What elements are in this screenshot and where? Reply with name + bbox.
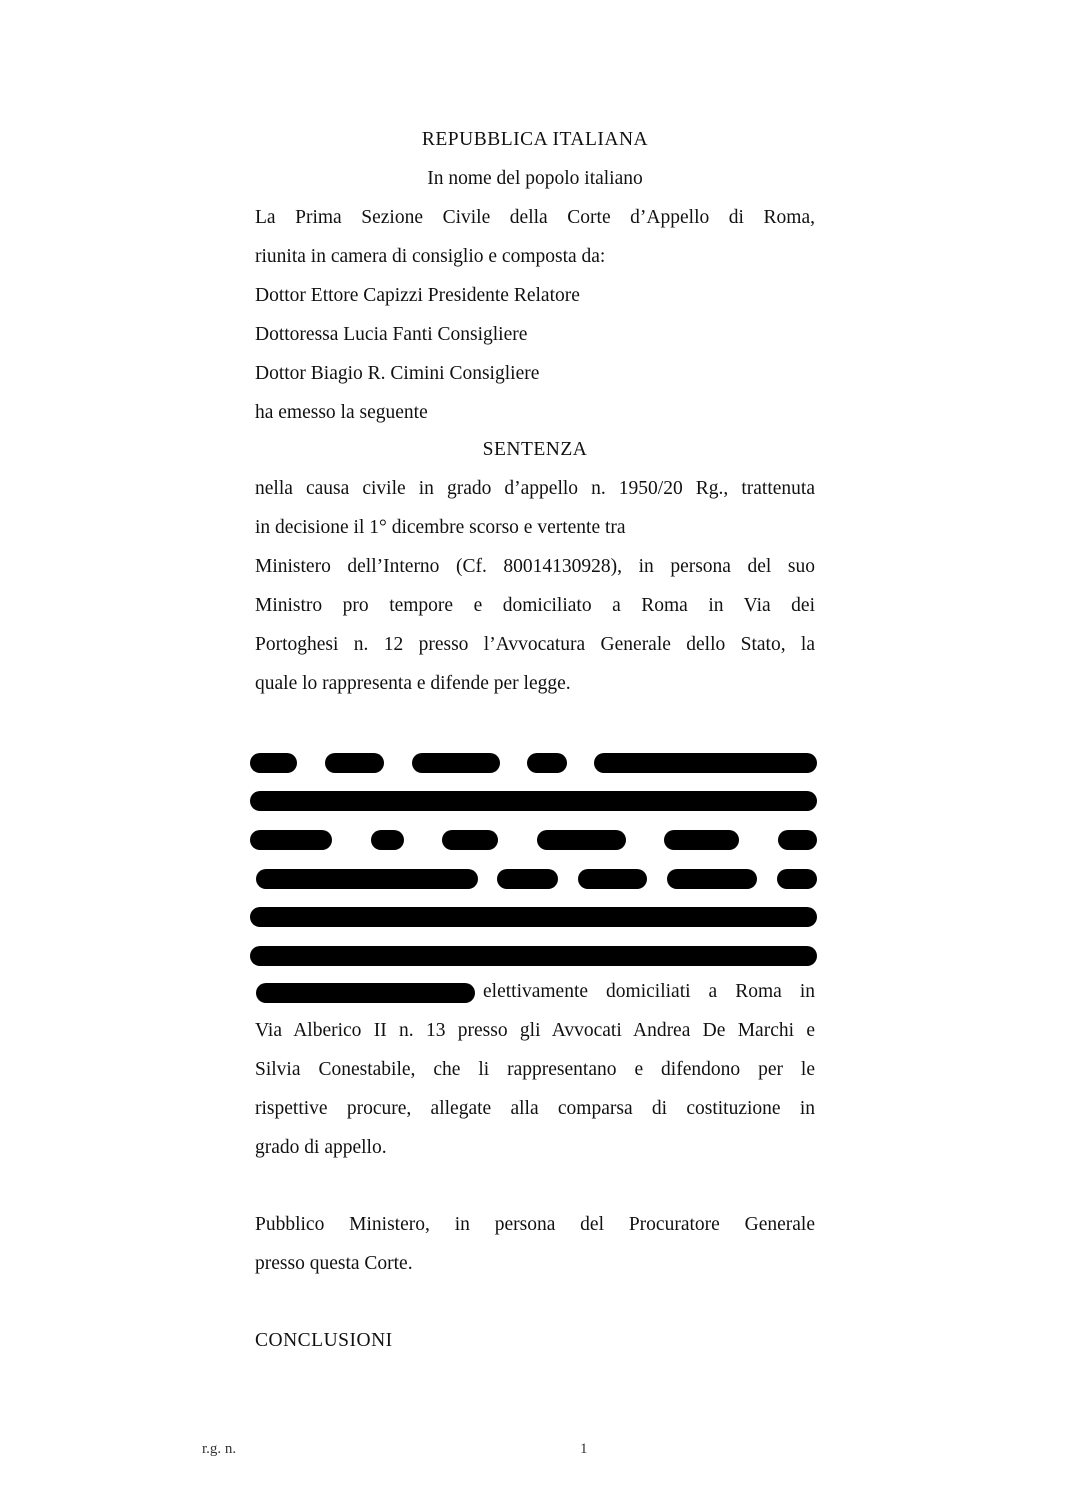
case-line: in decisione il 1° dicembre scorso e vertente tra xyxy=(255,517,626,538)
intro-line: Dottor Biagio R. Cimini Consigliere xyxy=(255,363,540,384)
counterparty-line: Via Alberico II n. 13 presso gli Avvocati Andrea De Marchi e xyxy=(255,1020,815,1041)
redaction-bar xyxy=(256,869,478,889)
intro-line: Dottor Ettore Capizzi Presidente Relatore xyxy=(255,285,580,306)
redaction-bar xyxy=(250,791,817,811)
counterparty-line: grado di appello. xyxy=(255,1137,387,1158)
redaction-bar xyxy=(325,753,384,773)
case-line: nella causa civile in grado d’appello n. 1950/20 Rg., trattenuta xyxy=(255,478,815,499)
redaction-bar xyxy=(497,869,558,889)
redaction-bar xyxy=(778,830,817,850)
counterparty-line: rispettive procure, allegate alla comparsa di costituzione in xyxy=(255,1098,815,1119)
sentence-heading: SENTENZA xyxy=(482,439,588,460)
redaction-bar xyxy=(537,830,626,850)
case-line: Ministero dell’Interno (Cf. 80014130928), in persona del suo xyxy=(255,556,815,577)
redaction-bar xyxy=(442,830,498,850)
intro-line: La Prima Sezione Civile della Corte d’Appello di Roma, xyxy=(255,207,815,228)
redaction-bar xyxy=(664,830,739,850)
redaction-bar xyxy=(527,753,567,773)
redaction-bar xyxy=(667,869,757,889)
case-line: Portoghesi n. 12 presso l’Avvocatura Generale dello Stato, la xyxy=(255,634,815,655)
redaction-bar xyxy=(594,753,817,773)
redaction-bar xyxy=(256,983,475,1003)
redaction-bar xyxy=(371,830,404,850)
redaction-bar xyxy=(250,753,297,773)
conclusions-heading: CONCLUSIONI xyxy=(255,1330,393,1351)
redaction-bar xyxy=(578,869,647,889)
case-line: Ministro pro tempore e domiciliato a Roma in Via dei xyxy=(255,595,815,616)
redaction-bar xyxy=(412,753,500,773)
redaction-bar xyxy=(250,830,332,850)
intro-line: ha emesso la seguente xyxy=(255,402,428,423)
counterparty-line: elettivamente domiciliati a Roma in xyxy=(483,981,815,1002)
counterparty-line: Silvia Conestabile, che li rappresentano e difendono per le xyxy=(255,1059,815,1080)
case-line: quale lo rappresenta e difende per legge. xyxy=(255,673,571,694)
page-number: 1 xyxy=(580,1441,588,1457)
redaction-bar xyxy=(777,869,817,889)
redaction-bar xyxy=(250,907,817,927)
document-subtitle: In nome del popolo italiano xyxy=(427,168,643,189)
intro-line: riunita in camera di consiglio e composta da: xyxy=(255,246,606,267)
footer-rg-label: r.g. n. xyxy=(202,1441,237,1457)
pm-line: Pubblico Ministero, in persona del Procuratore Generale xyxy=(255,1214,815,1235)
pm-line: presso questa Corte. xyxy=(255,1253,413,1274)
redaction-bar xyxy=(250,946,817,966)
intro-line: Dottoressa Lucia Fanti Consigliere xyxy=(255,324,528,345)
document-title: REPUBBLICA ITALIANA xyxy=(421,129,649,150)
